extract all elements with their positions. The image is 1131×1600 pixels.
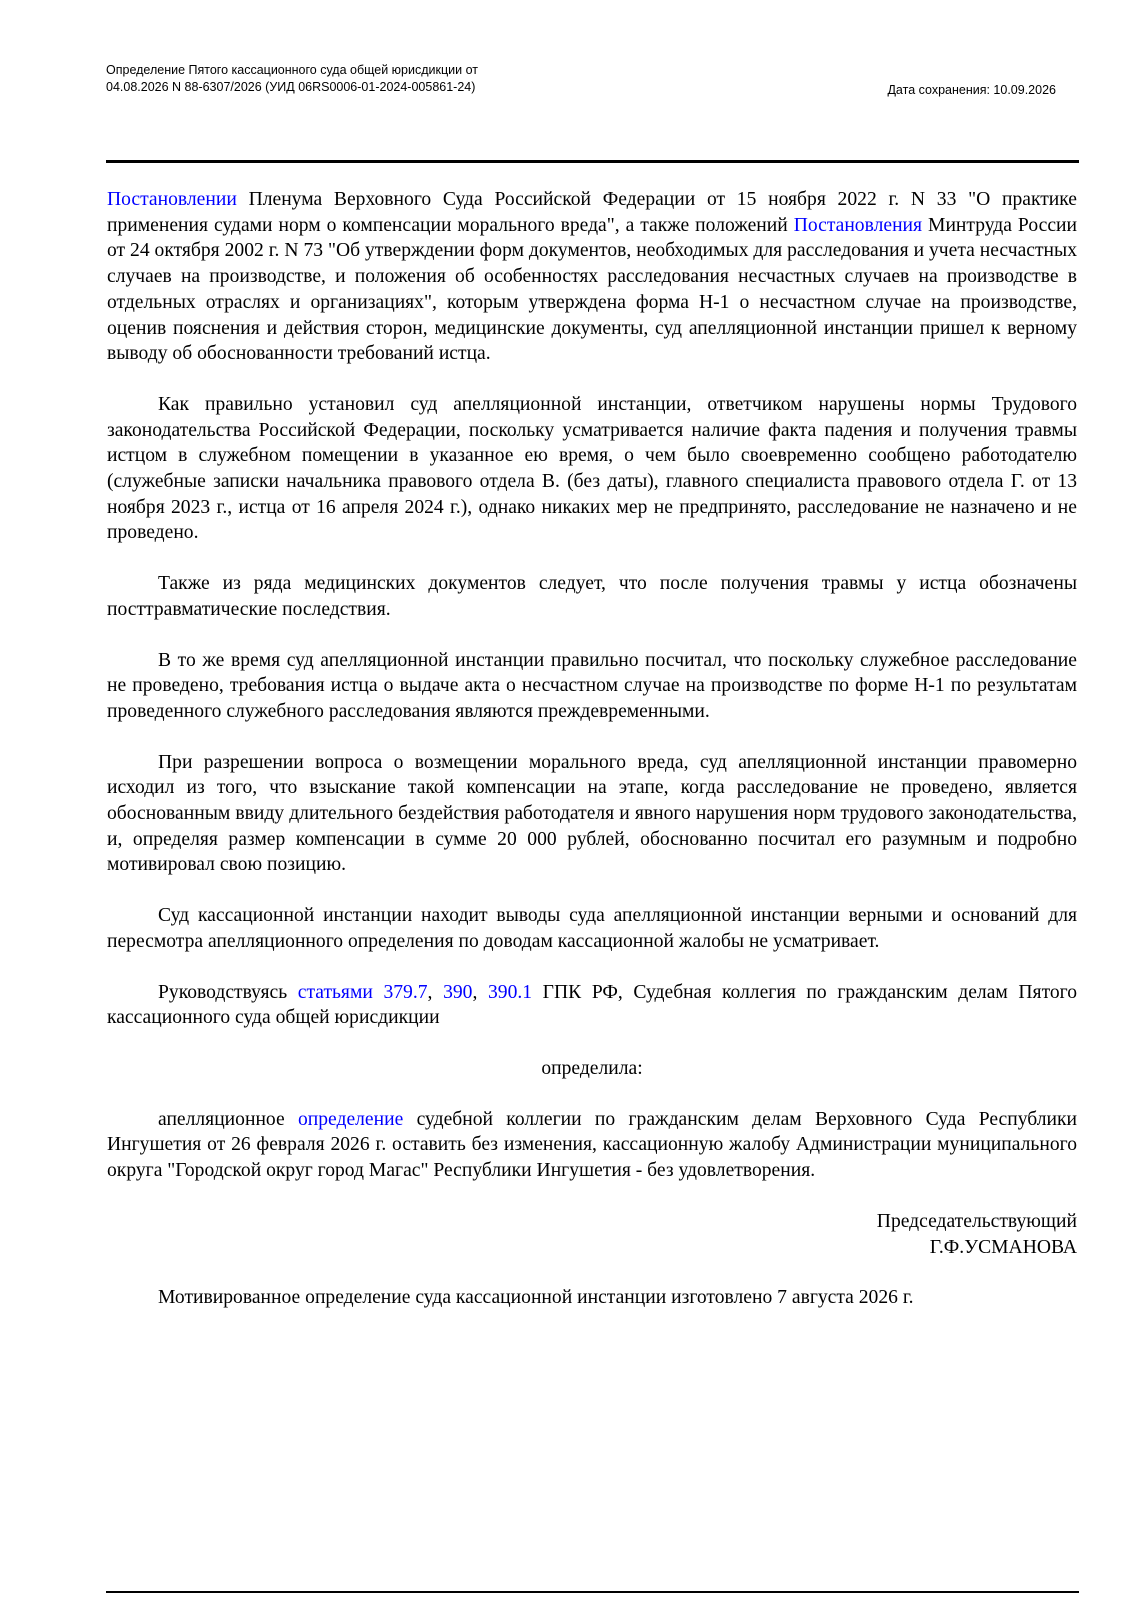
paragraph-6: Суд кассационной инстанции находит выводы суда апелляционной инстанции верными и оснований для пересмотра апелляционного определения по доводам кассационной жалобы не усматривает.	[107, 905, 1077, 952]
paragraph-8-text-b: судебной коллегии по гражданским делам Верховного Суда Республики Ингушетия от 26 февраля 2026 г. оставить без изменения, кассационную жалобу Администрации муниципального округа "Городской округ город Магас" Республики Ингушетия - без удовлетворения.	[107, 1108, 1077, 1182]
paragraph-7-text-b: ГПК РФ, Судебная коллегия по гражданским делам Пятого кассационного суда общей юрисдикции	[107, 981, 1078, 1029]
paragraph-1-text-b: Минтруда России от 24 октября 2002 г. N 73 "Об утверждении форм документов, необходимых для расследования и учета несчастных случаев на производстве, и положения об особенностях расследования несчастных случаев на производстве в отдельных отраслях и организациях", которым утверждена форма Н-1 о несчастном случае на производстве, оценив пояснения и действия сторон, медицинские документы, суд апелляционной инстанции пришел к верному выводу об обоснованности требований истца.	[107, 214, 1077, 365]
separator: ,	[472, 981, 488, 1003]
paragraph-5: При разрешении вопроса о возмещении морального вреда, суд апелляционной инстанции правомерно исходил из того, что взыскание такой компенсации на этапе, когда расследование не проведено, является обоснованным ввиду длительного бездействия работодателя и явного нарушения норм трудового законодательства, и, определяя размер компенсации в сумме 20 000 рублей, обоснованно посчитал его разумным и подробно мотивировал свою позицию.	[107, 751, 1077, 876]
link-appeal-ruling[interactable]: определение	[297, 1108, 404, 1130]
paragraph-8-text-a: апелляционное	[158, 1108, 298, 1130]
separator: ,	[427, 981, 444, 1003]
link-article-390-1[interactable]: 390.1	[487, 981, 533, 1003]
paragraph-1-text-a: Пленума Верховного Суда Российской Федерации от 15 ноября 2022 г. N 33 "О практике применения судами норм о компенсации морального вреда", а также положений	[107, 189, 1077, 236]
decision-heading: определила:	[541, 1057, 643, 1079]
footer-divider	[106, 1591, 1079, 1593]
paragraph-7-text-a: Руководствуясь	[158, 981, 298, 1003]
paragraph-7	[107, 980, 1077, 1031]
link-article-379-7[interactable]: статьями 379.7	[297, 981, 428, 1003]
link-mintrud-resolution[interactable]: Постановления	[793, 214, 923, 236]
header-divider	[106, 160, 1079, 163]
paragraph-2: Как правильно установил суд апелляционной инстанции, ответчиком нарушены нормы Трудового законодательства Российской Федерации, поскольку усматривается наличие факта падения и получения травмы истцом в служебном помещении в указанное ею время, о чем было своевременно сообщено работодателю (служебные записки начальника правового отдела В. (без даты), главного специалиста правового отдела Г. от 13 ноября 2023 г., истца от 16 апреля 2024 г.), однако никаких мер не предпринято, расследование не назначено и не проведено.	[107, 393, 1077, 544]
signature-role: Председательствующий	[876, 1210, 1077, 1232]
paragraph-1	[107, 187, 1077, 367]
header-line-2: 04.08.2026 N 88-6307/2026 (УИД 06RS0006-01-2024-005861-24)	[106, 80, 476, 94]
signature-name: Г.Ф.УСМАНОВА	[929, 1236, 1077, 1258]
header-line-1: Определение Пятого кассационного суда общей юрисдикции от	[106, 63, 478, 77]
document-body	[107, 187, 1077, 1311]
final-note: Мотивированное определение суда кассационной инстанции изготовлено 7 августа 2026 г.	[158, 1287, 914, 1309]
document-header-title	[106, 62, 666, 96]
save-date: Дата сохранения: 10.09.2026	[887, 83, 1056, 97]
link-article-390[interactable]: 390	[443, 981, 473, 1003]
paragraph-3: Также из ряда медицинских документов следует, что после получения травмы у истца обозначены посттравматические последствия.	[107, 573, 1077, 620]
paragraph-4: В то же время суд апелляционной инстанции правильно посчитал, что поскольку служебное расследование не проведено, требования истца о выдаче акта о несчастном случае на производстве по форме Н-1 по результатам проведенного служебного расследования являются преждевременными.	[107, 649, 1077, 722]
paragraph-8	[107, 1107, 1077, 1184]
signature-block	[107, 1209, 1077, 1260]
link-plenum-resolution[interactable]: Постановлении	[107, 189, 237, 210]
